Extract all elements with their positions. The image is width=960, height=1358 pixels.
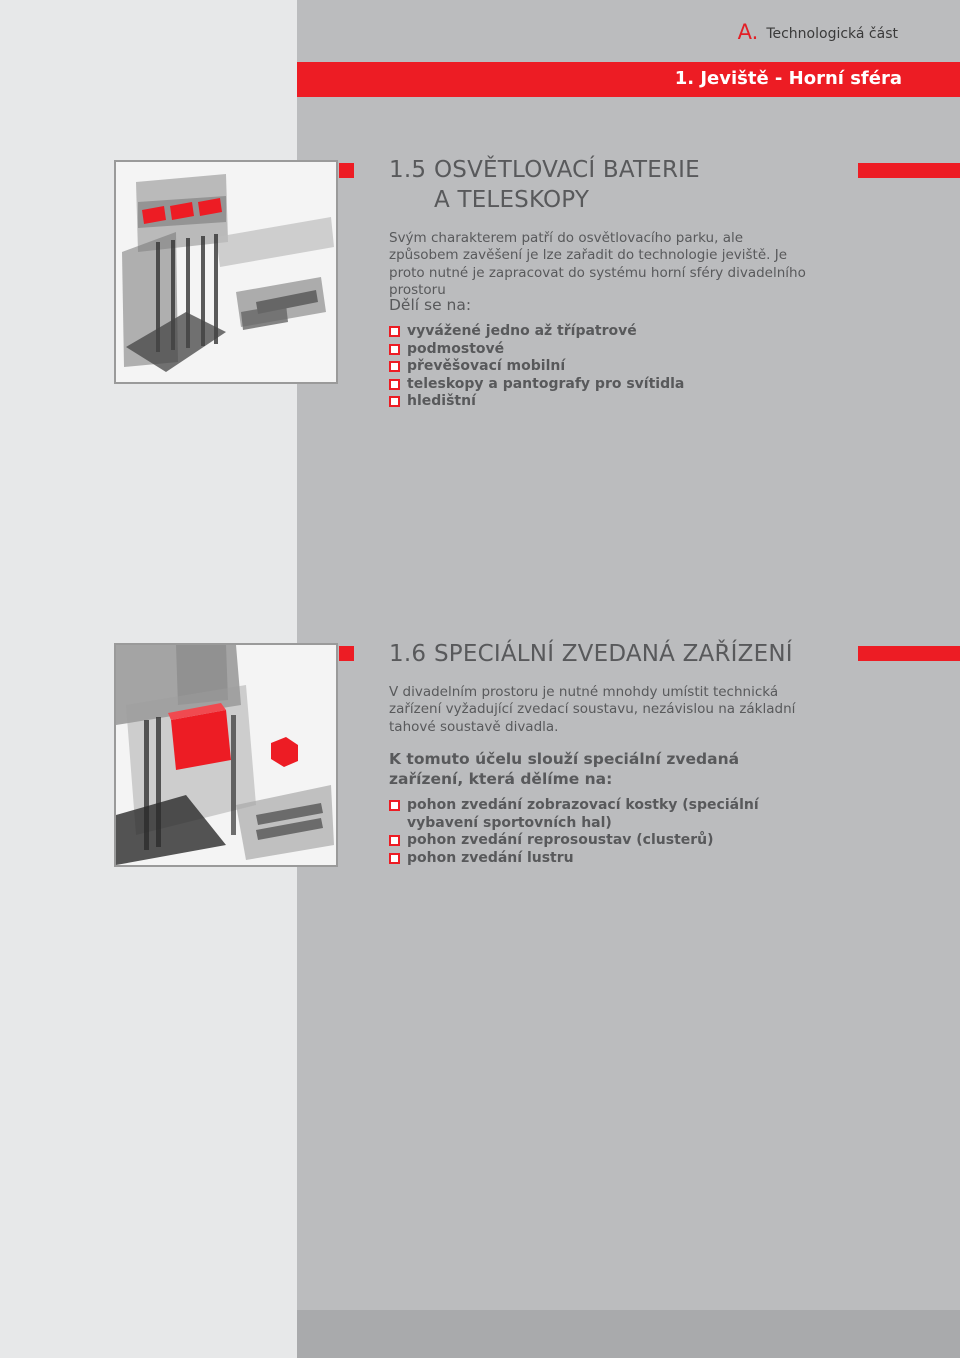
section-1-5-list — [389, 323, 809, 411]
list-item: převěšovací mobilní — [389, 358, 809, 376]
bullet-square-icon — [389, 853, 400, 864]
divides-label: Dělí se na: — [389, 296, 472, 314]
section-1-6-paragraph: V divadelním prostoru je nutné mnohdy umístit technická zařízení vyžadující zvedací soustavu, nezávislou na základní tahové soustavě divadla. — [389, 684, 796, 735]
section-marker-bar — [858, 163, 960, 178]
list-item: pohon zvedání zobrazovací kostky (speciální vybavení sportovních hal) — [389, 797, 809, 832]
bullet-square-icon — [389, 835, 400, 846]
section-marker — [339, 163, 354, 178]
chapter-title: 1. Jeviště - Horní sféra — [674, 68, 902, 89]
list-item: vyvážené jedno až třípatrové — [389, 323, 809, 341]
header-letter: A. — [737, 20, 759, 44]
list-item: teleskopy a pantografy pro svítidla — [389, 376, 809, 394]
section-number: 1.6 — [389, 641, 427, 667]
list-item: pohon zvedání reprosoustav (clusterů) — [389, 832, 809, 850]
bullet-square-icon — [389, 379, 400, 390]
section-title-line1: OSVĚTLOVACÍ BATERIE — [434, 157, 700, 183]
list-item: hledištní — [389, 393, 809, 411]
list-item: pohon zvedání lustru — [389, 850, 809, 868]
header-section-label — [738, 20, 898, 44]
bullet-square-icon — [389, 344, 400, 355]
lifting-device-illustration — [114, 643, 338, 867]
bullet-square-icon — [389, 361, 400, 372]
chapter-bar — [297, 62, 960, 97]
lighting-battery-illustration — [114, 160, 338, 384]
section-1-5-paragraph: Svým charakterem patří do osvětlovacího parku, ale způsobem zavěšení je lze zařadit do technologie jeviště. Je proto nutné je zapracovat do systému horní sféry divadelního prostoru — [389, 230, 806, 298]
bullet-square-icon — [389, 800, 400, 811]
section-title-line2: A TELESKOPY — [434, 187, 590, 213]
footer-strip — [297, 1310, 960, 1358]
list-item: podmostové — [389, 341, 809, 359]
section-number: 1.5 — [389, 157, 427, 183]
bullet-square-icon — [389, 326, 400, 337]
header-title: Technologická část — [766, 26, 898, 42]
section-marker — [339, 646, 354, 661]
section-1-6-list — [389, 797, 809, 867]
bullet-square-icon — [389, 396, 400, 407]
section-marker-bar — [858, 646, 960, 661]
section-1-5-title — [389, 155, 700, 215]
purpose-label: K tomuto účelu slouží speciální zvedaná zařízení, která dělíme na: — [389, 750, 740, 788]
section-1-6-title — [389, 639, 793, 669]
section-title-text: SPECIÁLNÍ ZVEDANÁ ZAŘÍZENÍ — [434, 641, 793, 667]
